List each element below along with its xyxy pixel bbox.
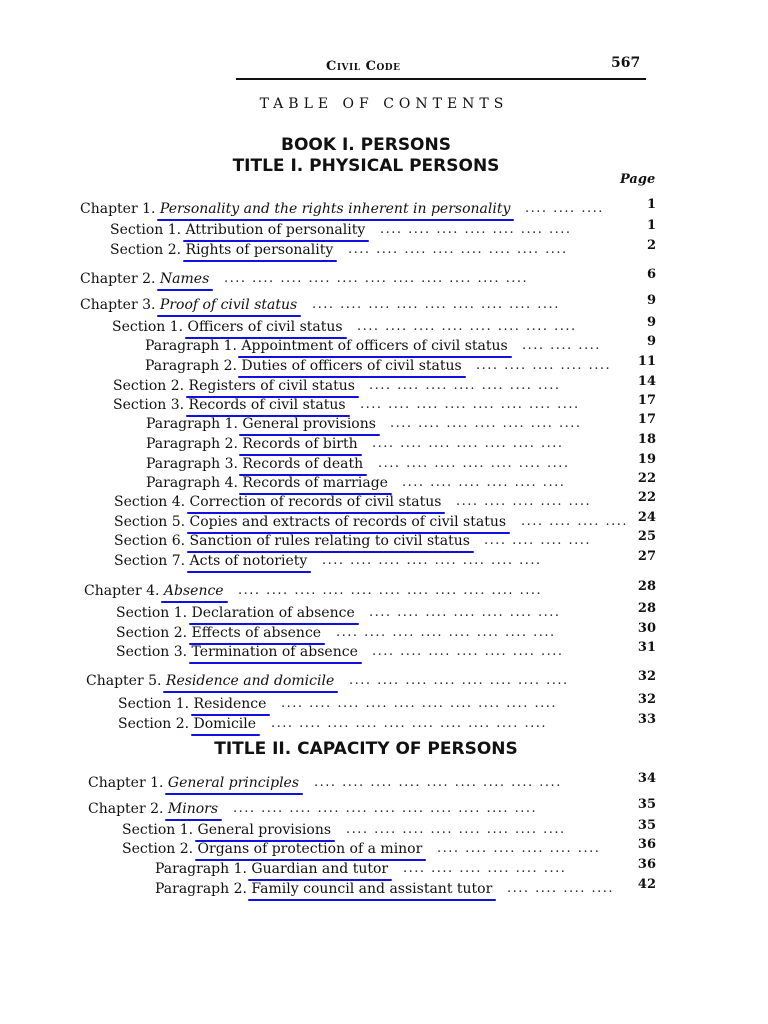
dot-leader: .... .... .... .... .... .... .... <box>378 456 570 471</box>
toc-entry-title <box>192 605 355 621</box>
toc-entry-title <box>190 533 470 549</box>
toc-entry <box>0 549 768 573</box>
toc-entry-title-text: Duties of officers of civil status <box>241 358 462 374</box>
toc-entry-label <box>80 201 510 217</box>
blue-underline-mark <box>189 662 362 665</box>
toc-entry-page: 25 <box>637 529 656 544</box>
toc-entry-title <box>186 242 334 258</box>
toc-entry-number: Paragraph 4. <box>146 475 238 491</box>
toc-entry-label <box>146 416 376 432</box>
toc-entry-number: Section 2. <box>122 841 194 857</box>
toc-entry-label <box>122 822 331 838</box>
toc-entry-label <box>145 338 508 354</box>
toc-entry-page: 22 <box>637 471 656 486</box>
toc-entry-label <box>80 297 297 313</box>
dot-leader: .... .... .... .... .... .... .... <box>369 605 561 620</box>
toc-entry-label <box>116 605 355 621</box>
dot-leader: .... .... .... .... .... .... .... <box>390 416 582 431</box>
toc-entry-page: 1 <box>646 197 656 212</box>
dot-leader: .... .... .... .... .... <box>456 494 592 509</box>
running-header-title: Civil Code <box>326 59 401 74</box>
toc-entry-page: 32 <box>637 692 656 707</box>
toc-entry-title-text: Termination of absence <box>191 644 358 660</box>
toc-entry-number: Section 3. <box>113 397 185 413</box>
toc-entry-number: Section 1. <box>122 822 194 838</box>
toc-entry <box>0 669 768 693</box>
toc-entry-title <box>186 222 366 238</box>
dot-leader: .... .... .... <box>525 201 604 216</box>
toc-entry-title <box>168 801 218 817</box>
blue-underline-mark <box>163 691 338 694</box>
dot-leader: .... .... .... .... .... .... .... .... .... .... <box>271 716 547 731</box>
toc-entry-number: Chapter 3. <box>80 297 156 313</box>
toc-entry-title-text: Records of death <box>242 456 364 472</box>
toc-entry-label <box>110 222 365 238</box>
toc-entry-page: 11 <box>637 354 656 369</box>
toc-entry-label <box>118 696 266 712</box>
toc-entry-number: Chapter 2. <box>80 271 156 287</box>
dot-leader: .... .... .... .... .... .... <box>437 841 601 856</box>
toc-entry-title-text: Residence and domicile <box>165 673 335 689</box>
toc-entry-number: Paragraph 2. <box>145 358 237 374</box>
toc-entry-title <box>194 696 267 712</box>
toc-entry-page: 27 <box>637 549 656 564</box>
toc-entry-title-text: Officers of civil status <box>187 319 343 335</box>
toc-entry-title <box>188 319 343 335</box>
toc-entry-title-text: Acts of notoriety <box>189 553 308 569</box>
toc-entry-page: 6 <box>646 267 656 282</box>
toc-entry-page: 30 <box>637 621 656 636</box>
toc-entry-page: 33 <box>637 712 656 727</box>
toc-entry-label <box>114 533 470 549</box>
toc-entry-page: 22 <box>637 490 656 505</box>
toc-entry-title-text: Sanction of rules relating to civil status <box>189 533 470 549</box>
toc-entry-label <box>114 514 506 530</box>
toc-entry-title <box>168 775 299 791</box>
dot-leader: .... .... .... .... .... .... .... .... .... <box>314 775 562 790</box>
toc-entry-title-text: General principles <box>167 775 300 791</box>
toc-entry <box>0 640 768 664</box>
toc-entry-page: 28 <box>637 601 656 616</box>
toc-entry-number: Section 2. <box>118 716 190 732</box>
toc-entry-title-text: General provisions <box>197 822 332 838</box>
toc-entry-number: Section 4. <box>114 494 186 510</box>
toc-entry-label <box>155 881 492 897</box>
toc-entry-title-text: Effects of absence <box>191 625 322 641</box>
toc-entry-title-text: Residence <box>193 696 267 712</box>
toc-entry-number: Chapter 2. <box>88 801 164 817</box>
dot-leader: .... .... .... .... <box>484 533 592 548</box>
header-rule <box>236 78 646 80</box>
toc-entry-title-text: Domicile <box>193 716 257 732</box>
toc-entry-number: Paragraph 1. <box>155 861 247 877</box>
dot-leader: .... .... .... .... .... .... .... <box>372 436 564 451</box>
toc-entry-number: Section 2. <box>113 378 185 394</box>
toc-entry-title-text: Minors <box>167 801 219 817</box>
toc-entry-number: Section 7. <box>114 553 186 569</box>
toc-entry-number: Section 1. <box>116 605 188 621</box>
toc-entry-title <box>198 822 332 838</box>
toc-entry-page: 34 <box>637 771 656 786</box>
toc-entry-label <box>114 553 307 569</box>
toc-entry-number: Section 1. <box>112 319 184 335</box>
toc-entry-title-text: Rights of personality <box>185 242 334 258</box>
blue-underline-mark <box>165 819 222 822</box>
toc-entry-title <box>251 881 492 897</box>
toc-entry-page: 9 <box>646 334 656 349</box>
toc-entry-title-text: Copies and extracts of records of civil status <box>189 514 507 530</box>
toc-entry-title <box>189 378 355 394</box>
toc-entry-number: Section 6. <box>114 533 186 549</box>
toc-entry-page: 14 <box>637 374 656 389</box>
toc-entry-page: 36 <box>637 857 656 872</box>
toc-entry <box>0 579 768 603</box>
toc-entry-label <box>112 319 343 335</box>
blue-underline-mark <box>157 289 213 292</box>
blue-underline-mark <box>157 219 514 222</box>
blue-underline-mark <box>183 260 338 263</box>
toc-entry-label <box>116 644 358 660</box>
toc-entry-title <box>189 397 346 413</box>
toc-entry-label <box>155 861 388 877</box>
toc-entry-label <box>113 397 346 413</box>
toc-entry-title-text: Registers of civil status <box>188 378 355 394</box>
toc-entry-label <box>116 625 321 641</box>
dot-leader: .... .... .... .... .... .... .... .... <box>357 319 577 334</box>
toc-entry-page: 18 <box>637 432 656 447</box>
dot-leader: .... .... .... .... .... .... .... .... .... .... .... <box>233 801 538 816</box>
page-number: 567 <box>611 55 641 71</box>
toc-entry-title-text: Absence <box>163 583 224 599</box>
page-column-label: Page <box>620 172 656 187</box>
toc-entry-title-text: Appointment of officers of civil status <box>241 338 508 354</box>
toc-entry-title-text: General provisions <box>242 416 376 432</box>
toc-entry-number: Section 5. <box>114 514 186 530</box>
toc-entry-title <box>192 644 358 660</box>
toc-entry <box>0 771 768 795</box>
toc-entry-title <box>166 673 334 689</box>
toc-entry-label <box>118 716 256 732</box>
toc-entry-title <box>164 583 224 599</box>
toc-entry-title-text: Names <box>159 271 210 287</box>
toc-entry-title <box>241 358 461 374</box>
toc-entry-number: Paragraph 1. <box>146 416 238 432</box>
dot-leader: .... .... .... .... .... .... .... .... <box>322 553 542 568</box>
toc-entry <box>0 267 768 291</box>
toc-entry-title-text: Declaration of absence <box>191 605 355 621</box>
toc-entry-label <box>80 271 209 287</box>
toc-entry-title-text: Records of civil status <box>188 397 346 413</box>
toc-entry-title-text: Attribution of personality <box>185 222 366 238</box>
title-2-heading: TITLE II. CAPACITY OF PERSONS <box>214 739 518 759</box>
toc-entry-title <box>190 494 442 510</box>
dot-leader: .... .... .... <box>522 338 601 353</box>
book-heading: BOOK I. PERSONS <box>281 135 451 155</box>
toc-entry-title <box>242 436 357 452</box>
toc-entry-number: Paragraph 2. <box>146 436 238 452</box>
toc-entry-page: 31 <box>637 640 656 655</box>
toc-entry-number: Section 1. <box>110 222 182 238</box>
toc-entry-label <box>146 456 363 472</box>
toc-entry-number: Chapter 5. <box>86 673 162 689</box>
toc-entry-page: 42 <box>637 877 656 892</box>
toc-entry-title <box>198 841 423 857</box>
toc-entry-number: Chapter 4. <box>84 583 160 599</box>
toc-entry-title <box>242 456 363 472</box>
toc-entry-page: 19 <box>637 452 656 467</box>
toc-entry-title <box>190 553 308 569</box>
toc-entry-label <box>88 801 218 817</box>
toc-entry-label <box>88 775 299 791</box>
dot-leader: .... .... .... .... .... .... .... .... <box>360 397 580 412</box>
toc-entry-title <box>242 416 376 432</box>
blue-underline-mark <box>187 571 312 574</box>
dot-leader: .... .... .... .... .... .... .... <box>380 222 572 237</box>
toc-entry <box>0 712 768 736</box>
toc-entry-number: Paragraph 1. <box>145 338 237 354</box>
toc-entry-title-text: Organs of protection of a minor <box>197 841 423 857</box>
toc-entry-label <box>114 494 441 510</box>
toc-entry-title <box>242 475 388 491</box>
toc-entry-label <box>86 673 334 689</box>
toc-entry-title-text: Correction of records of civil status <box>189 494 442 510</box>
dot-leader: .... .... .... .... .... .... .... .... .... .... .... <box>224 271 529 286</box>
toc-entry-title-text: Records of marriage <box>242 475 388 491</box>
toc-entry-page: 32 <box>637 669 656 684</box>
dot-leader: .... .... .... .... .... .... <box>402 475 566 490</box>
blue-underline-mark <box>157 315 301 318</box>
dot-leader: .... .... .... .... .... .... .... .... <box>349 673 569 688</box>
toc-entry <box>0 877 768 901</box>
toc-entry-page: 17 <box>637 412 656 427</box>
table-of-contents-heading: TABLE OF CONTENTS <box>259 96 509 112</box>
toc-entry-title-text: Family council and assistant tutor <box>251 881 493 897</box>
dot-leader: .... .... .... .... .... .... .... .... .... .... <box>281 696 557 711</box>
toc-entry-page: 2 <box>646 238 656 253</box>
toc-entry-page: 35 <box>637 818 656 833</box>
toc-entry-page: 17 <box>637 393 656 408</box>
toc-entry-page: 28 <box>637 579 656 594</box>
blue-underline-mark <box>161 601 228 604</box>
toc-entry-number: Paragraph 3. <box>146 456 238 472</box>
toc-entry-label <box>110 242 333 258</box>
dot-leader: .... .... .... .... .... .... .... .... <box>348 242 568 257</box>
toc-entry-title <box>160 201 510 217</box>
toc-entry-label <box>84 583 224 599</box>
toc-entry-title-text: Personality and the rights inherent in personality <box>159 201 511 217</box>
toc-entry-title <box>190 514 507 530</box>
toc-entry-label <box>113 378 355 394</box>
dot-leader: .... .... .... .... .... .... .... .... <box>346 822 566 837</box>
toc-entry-page: 9 <box>646 293 656 308</box>
dot-leader: .... .... .... .... .... .... .... .... <box>336 625 556 640</box>
dot-leader: .... .... .... .... <box>521 514 629 529</box>
blue-underline-mark <box>191 734 261 737</box>
dot-leader: .... .... .... .... .... <box>476 358 612 373</box>
toc-entry <box>0 293 768 317</box>
dot-leader: .... .... .... .... .... .... .... <box>369 378 561 393</box>
toc-entry-title <box>192 625 322 641</box>
blue-underline-mark <box>248 899 496 902</box>
toc-entry-number: Section 2. <box>116 625 188 641</box>
toc-entry-number: Chapter 1. <box>88 775 164 791</box>
toc-entry-page: 36 <box>637 837 656 852</box>
toc-entry-title-text: Proof of civil status <box>159 297 298 313</box>
toc-entry-title-text: Guardian and tutor <box>251 861 389 877</box>
dot-leader: .... .... .... .... .... .... .... .... .... .... .... <box>238 583 543 598</box>
toc-entry-number: Chapter 1. <box>80 201 156 217</box>
toc-entry-number: Section 1. <box>118 696 190 712</box>
toc-entry-label <box>146 436 358 452</box>
dot-leader: .... .... .... .... .... .... <box>403 861 567 876</box>
toc-entry-label <box>122 841 422 857</box>
toc-entry-title <box>160 297 297 313</box>
toc-entry-page: 9 <box>646 315 656 330</box>
toc-entry-label <box>145 358 462 374</box>
toc-entry-title-text: Records of birth <box>242 436 358 452</box>
dot-leader: .... .... .... .... <box>507 881 615 896</box>
toc-entry-page: 1 <box>646 218 656 233</box>
toc-entry-title <box>241 338 507 354</box>
toc-entry-page: 35 <box>637 797 656 812</box>
toc-entry-title <box>160 271 209 287</box>
toc-entry-label <box>146 475 388 491</box>
toc-entry-number: Section 2. <box>110 242 182 258</box>
toc-entry-number: Section 3. <box>116 644 188 660</box>
toc-entry-title <box>194 716 257 732</box>
toc-entry-page: 24 <box>637 510 656 525</box>
dot-leader: .... .... .... .... .... .... .... .... .... <box>312 297 560 312</box>
toc-entry-number: Paragraph 2. <box>155 881 247 897</box>
blue-underline-mark <box>165 793 303 796</box>
dot-leader: .... .... .... .... .... .... .... <box>372 644 564 659</box>
title-1-heading: TITLE I. PHYSICAL PERSONS <box>232 156 500 176</box>
toc-entry <box>0 238 768 262</box>
toc-entry-title <box>251 861 388 877</box>
